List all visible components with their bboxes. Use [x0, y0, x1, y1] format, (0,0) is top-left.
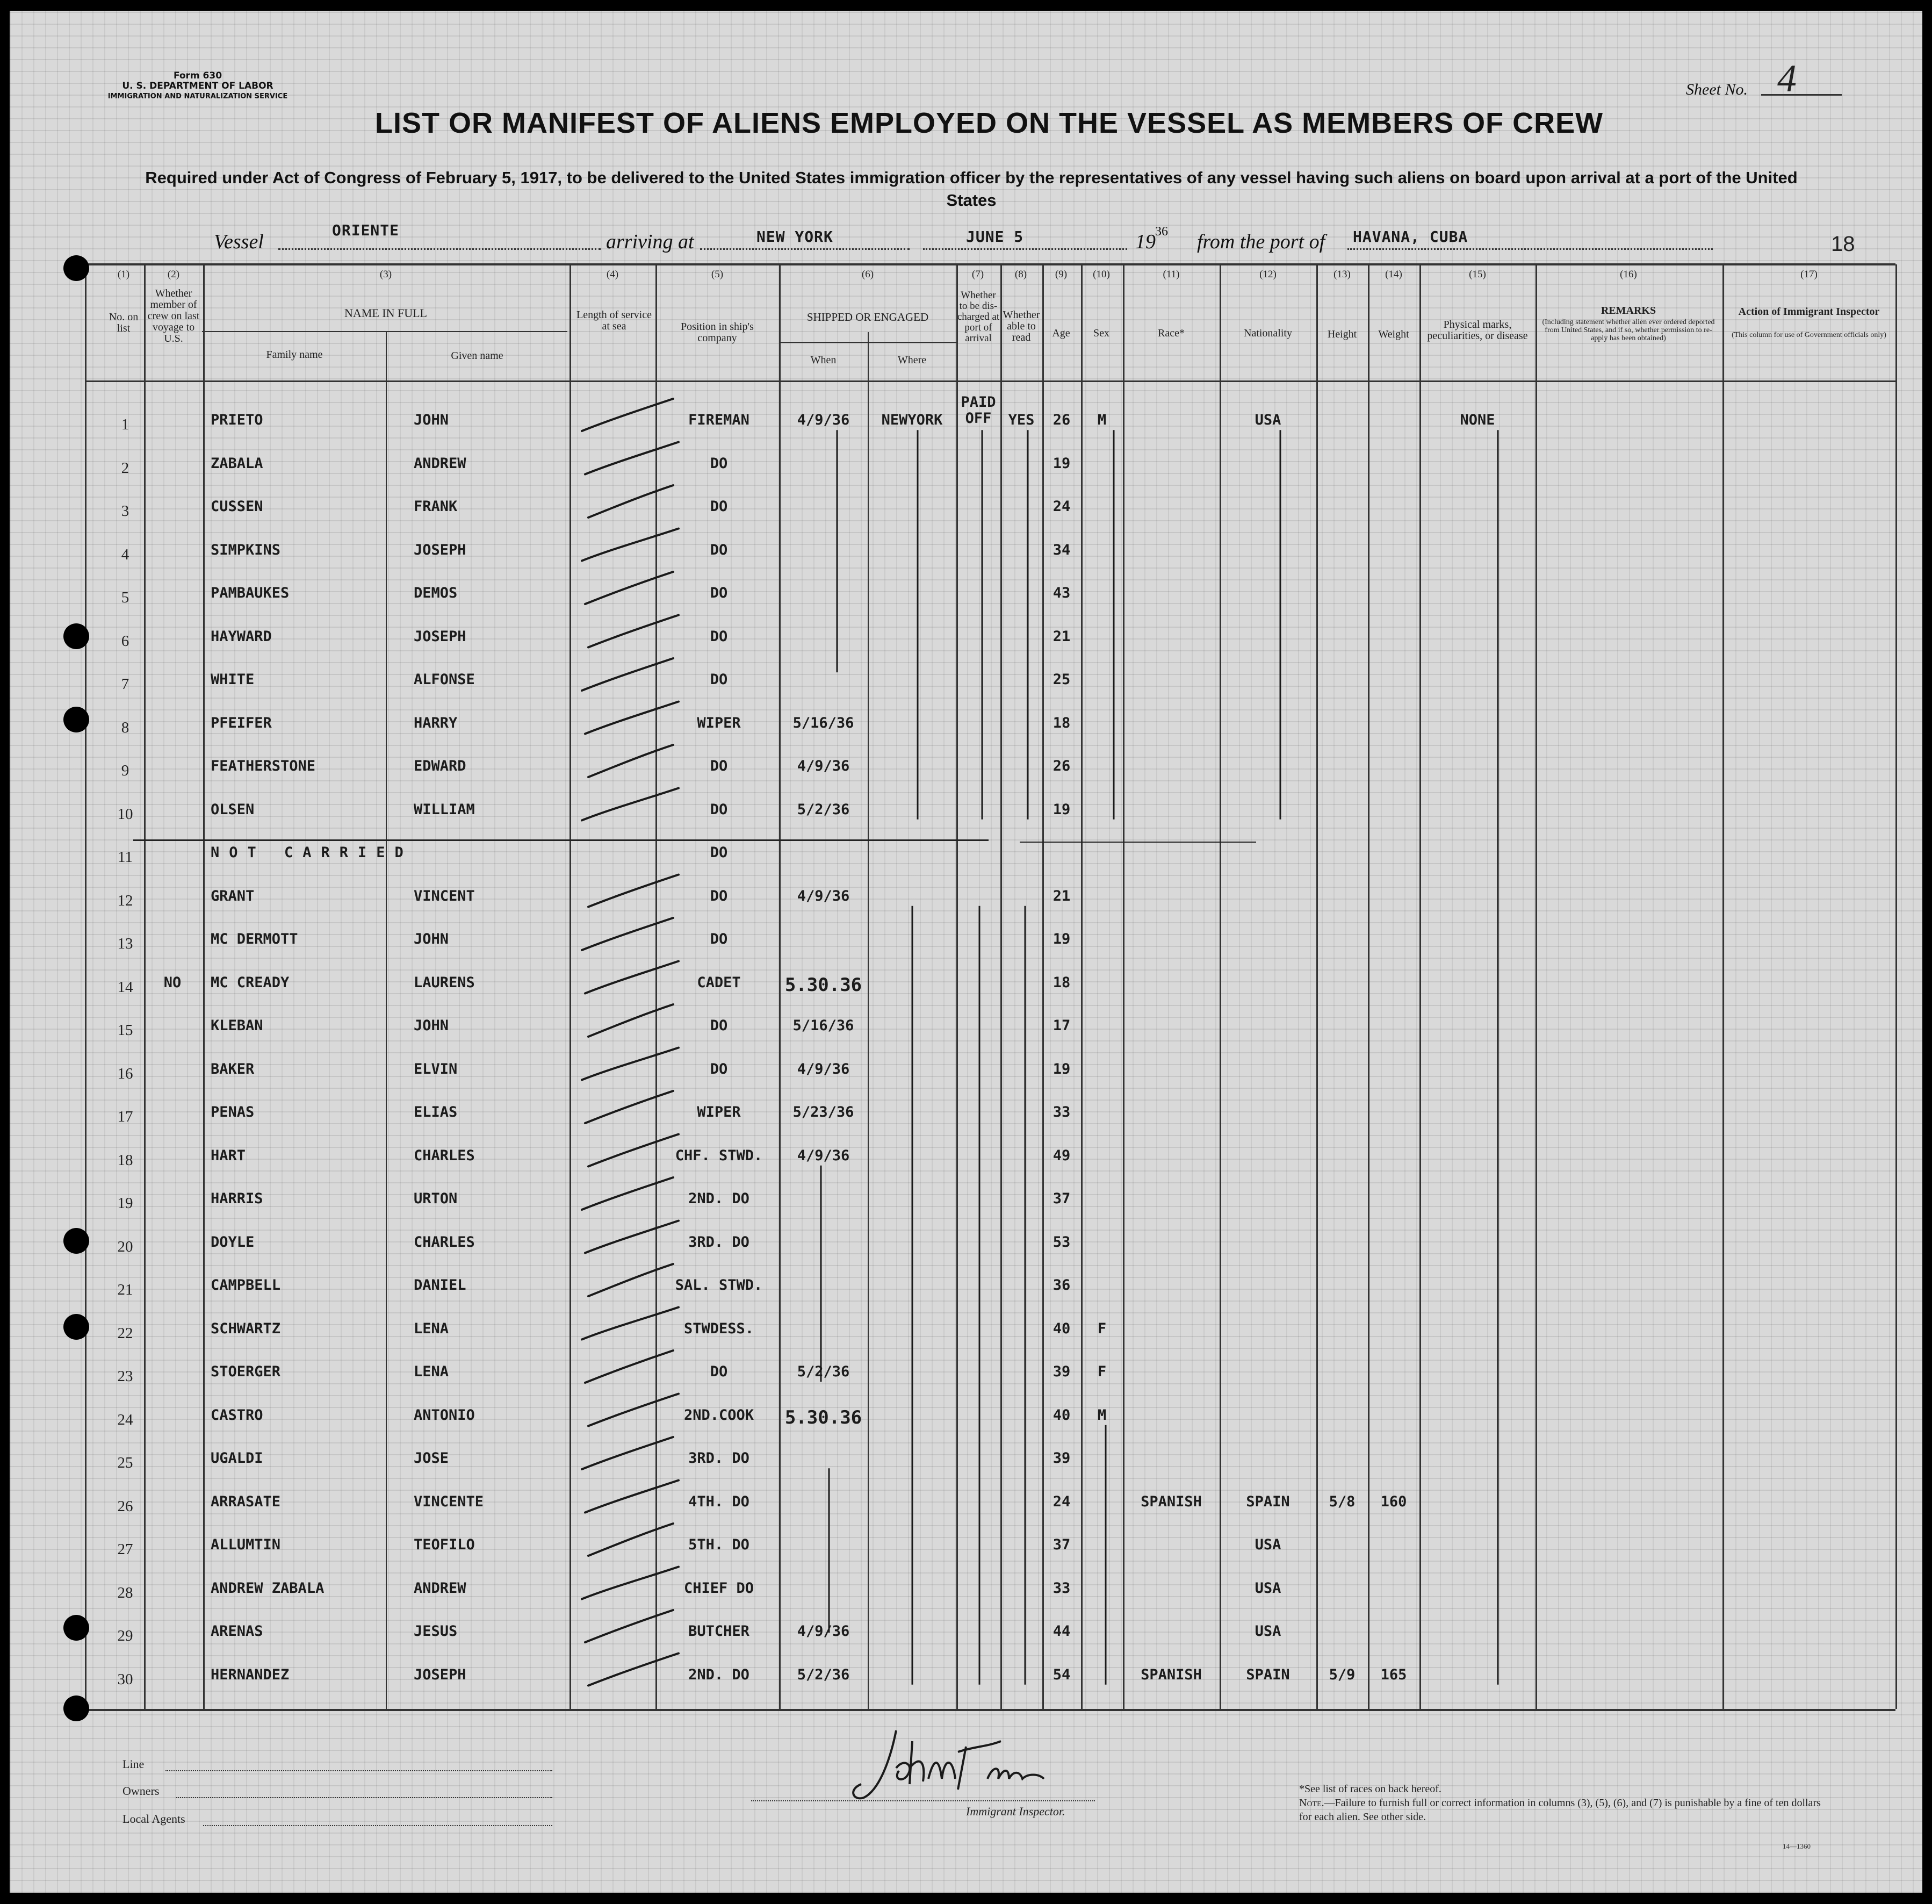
col-14-num: (14) — [1385, 269, 1402, 280]
cell-family: WHITE — [211, 671, 255, 688]
cell-age: 19 — [1052, 931, 1071, 947]
col-2-num: (2) — [167, 269, 180, 280]
cell-pos: DO — [710, 585, 728, 601]
column-rule — [1535, 264, 1537, 1709]
cell-sex: M — [1097, 412, 1107, 428]
col-12-num: (12) — [1259, 269, 1277, 280]
column-rule — [1000, 264, 1002, 1709]
cell-pos: DO — [710, 801, 728, 818]
cell-given: LAURENS — [414, 974, 475, 991]
col-4-label: Length of service at sea — [576, 309, 652, 332]
cell-given: EDWARD — [414, 758, 466, 774]
from-port: HAVANA, CUBA — [1353, 228, 1468, 246]
local-agents-fill — [203, 1825, 552, 1826]
cell-age: 34 — [1052, 541, 1071, 558]
cell-disch: PAID OFF — [961, 394, 996, 427]
col-15-num: (15) — [1469, 269, 1486, 280]
local-agents-label: Local Agents — [122, 1812, 185, 1826]
sheet-no-value: 4 — [1777, 57, 1797, 100]
binder-hole — [63, 1228, 89, 1254]
cell-pos: DO — [710, 541, 728, 558]
column-rule — [655, 264, 657, 1709]
row-number: 4 — [121, 545, 129, 563]
cell-wt: 165 — [1380, 1666, 1407, 1683]
cell-when: 5.30.36 — [784, 974, 862, 996]
col-3-label: NAME IN FULL — [344, 306, 427, 320]
row-number: 29 — [117, 1627, 133, 1644]
cell-marks: NONE — [1460, 412, 1495, 428]
cell-family: UGALDI — [211, 1450, 263, 1467]
form-subtitle: Required under Act of Congress of February 5, 1917, to be delivered to the United States immigration officer by the representatives of any vessel having such aliens on board upon arrival at a port of the United States — [145, 168, 1798, 210]
page-number: 18 — [1831, 232, 1855, 256]
cell-given: ANDREW — [414, 455, 466, 472]
column-rule — [1722, 264, 1724, 1709]
cell-pos: WIPER — [697, 714, 741, 731]
row-11-strike-right — [1020, 842, 1256, 843]
row-number: 11 — [118, 849, 133, 866]
col-3-num: (3) — [379, 269, 392, 280]
row-number: 10 — [117, 805, 133, 823]
cell-family: ARRASATE — [211, 1493, 281, 1510]
cell-age: 21 — [1052, 628, 1071, 645]
row-number: 19 — [117, 1195, 133, 1212]
row-number: 1 — [121, 416, 129, 433]
row-number: 7 — [121, 676, 129, 693]
cell-family: HERNANDEZ — [211, 1666, 290, 1683]
inspector-label: Immigrant Inspector. — [966, 1805, 1065, 1818]
cell-pos: DO — [710, 671, 728, 688]
note-text: —Failure to furnish full or correct information in columns (3), (5), (6), and (7) is punishable by a fine of ten dollars for each alien. See other side. — [1299, 1797, 1821, 1823]
cell-pos: 5TH. DO — [688, 1536, 749, 1553]
cell-age: 53 — [1052, 1233, 1071, 1251]
cell-family: PAMBAUKES — [211, 585, 290, 601]
cell-age: 25 — [1052, 671, 1071, 688]
row-number: 16 — [117, 1065, 133, 1082]
cell-given: WILLIAM — [414, 801, 475, 818]
cell-when: 4/9/36 — [797, 1623, 850, 1640]
cell-family: PRIETO — [211, 412, 263, 428]
column-rule — [1123, 264, 1124, 1709]
row-number: 26 — [117, 1497, 133, 1515]
cell-family: CASTRO — [211, 1406, 263, 1424]
cell-family: DOYLE — [211, 1233, 255, 1251]
cell-pos: 2ND. DO — [688, 1190, 749, 1207]
cell-family: BAKER — [211, 1060, 255, 1077]
col-2-label: Whether member of crew on last voyage to U.S. — [147, 288, 200, 344]
cell-given: LENA — [414, 1363, 449, 1380]
cell-given: CHARLES — [414, 1233, 475, 1251]
cell-age: 43 — [1052, 585, 1071, 601]
cell-pos: 2ND. DO — [688, 1666, 749, 1683]
cell-family: CAMPBELL — [211, 1277, 281, 1294]
cell-given: JOHN — [414, 1017, 449, 1034]
row-number: 24 — [117, 1411, 133, 1428]
col-8-label: Whether able to read — [1003, 309, 1040, 343]
header-bottom-rule — [85, 380, 1895, 382]
col-4-num: (4) — [606, 269, 619, 280]
col-13-num: (13) — [1333, 269, 1351, 280]
cell-sex: F — [1097, 1363, 1107, 1380]
cell-family: MC CREADY — [211, 974, 290, 991]
cell-family: HART — [211, 1147, 246, 1164]
cell-age: 54 — [1052, 1666, 1071, 1683]
cell-nat: USA — [1255, 1579, 1281, 1597]
cell-age: 19 — [1052, 455, 1071, 472]
cell-given: JOHN — [414, 412, 449, 428]
cell-family: SCHWARTZ — [211, 1320, 281, 1337]
cell-when: 4/9/36 — [797, 1060, 850, 1077]
cell-family: HARRIS — [211, 1190, 263, 1207]
cell-nat: SPAIN — [1246, 1493, 1290, 1510]
cell-family: STOERGER — [211, 1363, 281, 1380]
binder-hole — [63, 707, 89, 732]
cell-family: OLSEN — [211, 801, 255, 818]
vessel-label: Vessel — [214, 231, 264, 253]
cell-age: 18 — [1052, 974, 1071, 991]
cell-when: 4/9/36 — [797, 1147, 850, 1164]
cell-pos: WIPER — [697, 1104, 741, 1120]
col-17-label: Action of Immigrant Inspector — [1738, 306, 1880, 318]
owners-fill — [176, 1797, 552, 1798]
cell-race: SPANISH — [1141, 1493, 1202, 1510]
col-6-where: Where — [897, 354, 927, 366]
year-prefix: 19 — [1135, 231, 1156, 253]
row-number: 15 — [117, 1022, 133, 1039]
cell-pos: DO — [710, 628, 728, 645]
cell-pos: CADET — [697, 974, 741, 991]
row-number: 25 — [117, 1454, 133, 1471]
row-number: 21 — [117, 1281, 133, 1298]
cell-given: LENA — [414, 1320, 449, 1337]
cell-age: 44 — [1052, 1623, 1071, 1640]
cell-age: 39 — [1052, 1363, 1071, 1380]
row-number: 12 — [117, 892, 133, 909]
col-10-num: (10) — [1093, 269, 1110, 280]
cell-family: PENAS — [211, 1104, 255, 1120]
cell-pos: FIREMAN — [688, 412, 749, 428]
cell-age: 19 — [1052, 801, 1071, 818]
form-title: LIST OR MANIFEST OF ALIENS EMPLOYED ON THE VESSEL AS MEMBERS OF CREW — [375, 107, 1604, 139]
cell-family: CUSSEN — [211, 498, 263, 515]
vessel-name: ORIENTE — [332, 221, 400, 239]
cell-pos: SAL. STWD. — [675, 1277, 763, 1294]
cell-pos: DO — [710, 455, 728, 472]
col-13-label: Height — [1327, 328, 1357, 340]
cell-pos: DO — [710, 844, 728, 861]
cell-age: 39 — [1052, 1450, 1071, 1467]
cell-given: VINCENT — [414, 887, 475, 904]
row-number: 9 — [121, 762, 129, 779]
cell-given: URTON — [414, 1190, 458, 1207]
year-suffix: 36 — [1155, 225, 1168, 239]
cell-given: ANTONIO — [414, 1406, 475, 1424]
col-16-sub: (Including statement whether alien ever ordered deported from United States, and if so, whether permission to re-apply has been obtained) — [1542, 318, 1715, 342]
row-number: 30 — [117, 1670, 133, 1688]
col-9-label: Age — [1052, 327, 1070, 339]
cell-given: CHARLES — [414, 1147, 475, 1164]
binder-hole — [63, 623, 89, 649]
cell-family: KLEBAN — [211, 1017, 263, 1034]
cell-pos: DO — [710, 1060, 728, 1077]
col-1-label: No. on list — [109, 311, 139, 334]
cell-age: 40 — [1052, 1406, 1071, 1424]
cell-nat: SPAIN — [1246, 1666, 1290, 1683]
department-name: U. S. DEPARTMENT OF LABOR — [122, 81, 273, 91]
cell-age: 33 — [1052, 1579, 1071, 1597]
cell-ht: 5/8 — [1329, 1493, 1356, 1510]
cell-family: HAYWARD — [211, 628, 272, 645]
cell-family: ARENAS — [211, 1623, 263, 1640]
cell-given: HARRY — [414, 714, 458, 731]
cell-wt: 160 — [1380, 1493, 1407, 1510]
cell-family: NOT CARRIED — [211, 844, 413, 861]
cell-sex: F — [1097, 1320, 1107, 1337]
cell-pos: 2ND.COOK — [683, 1406, 754, 1424]
cell-pos: DO — [710, 887, 728, 904]
col-6-label: SHIPPED OR ENGAGED — [806, 311, 929, 324]
cell-given: JOHN — [414, 931, 449, 947]
cell-pos: BUTCHER — [688, 1623, 749, 1640]
cell-when: 5/23/36 — [792, 1104, 854, 1120]
cell-pos: 4TH. DO — [688, 1493, 749, 1510]
row-number: 3 — [121, 502, 129, 520]
cell-age: 49 — [1052, 1147, 1071, 1164]
row-number: 20 — [117, 1238, 133, 1255]
penalty-note — [1299, 1796, 1826, 1824]
cell-pos: DO — [710, 1017, 728, 1034]
col-5-label: Position in ship's company — [681, 321, 754, 344]
cell-pos: CHF. STWD. — [675, 1147, 763, 1164]
col-5-num: (5) — [711, 269, 724, 280]
cell-when: 5/2/36 — [797, 1363, 850, 1380]
manifest-sheet — [10, 11, 1922, 1893]
cell-given: JOSE — [414, 1450, 449, 1467]
row-number: 27 — [117, 1541, 133, 1558]
cell-given: ELIAS — [414, 1104, 458, 1120]
cell-age: 21 — [1052, 887, 1071, 904]
cell-nat: USA — [1255, 1536, 1281, 1553]
row-number: 14 — [117, 978, 133, 996]
cell-nat: USA — [1255, 1623, 1281, 1640]
cell-when: 5/16/36 — [792, 714, 854, 731]
cell-age: 17 — [1052, 1017, 1071, 1034]
cell-when: 5.30.36 — [784, 1406, 862, 1428]
cell-given: TEOFILO — [414, 1536, 475, 1553]
column-rule — [1419, 264, 1421, 1709]
cell-nat: USA — [1255, 412, 1281, 428]
column-rule — [956, 264, 958, 1709]
race-note: *See list of races on back hereof. — [1299, 1783, 1441, 1795]
row-number: 8 — [121, 719, 129, 736]
cell-pos: 3RD. DO — [688, 1233, 749, 1251]
line-label: Line — [122, 1757, 145, 1771]
cell-pos: 3RD. DO — [688, 1450, 749, 1467]
col-15-label: Physical marks, peculiarities, or disease — [1427, 319, 1528, 342]
row-number: 22 — [117, 1324, 133, 1342]
cell-pos: STWDESS. — [683, 1320, 754, 1337]
cell-given: DANIEL — [414, 1277, 466, 1294]
cell-sex: M — [1097, 1406, 1107, 1424]
col-7-num: (7) — [971, 269, 984, 280]
col-12-label: Nationality — [1244, 327, 1292, 339]
col-11-label: Race* — [1158, 327, 1185, 339]
cell-given: JOSEPH — [414, 541, 466, 558]
cell-where: NEWYORK — [881, 412, 943, 428]
cell-family: MC DERMOTT — [211, 931, 298, 947]
cell-pos: DO — [710, 931, 728, 947]
row-number: 5 — [121, 589, 129, 606]
cell-given: ELVIN — [414, 1060, 458, 1077]
col-8-num: (8) — [1014, 269, 1027, 280]
arriving-port: NEW YORK — [756, 228, 833, 246]
col-9-num: (9) — [1055, 269, 1068, 280]
col-10-label: Sex — [1093, 327, 1109, 339]
cell-family: PFEIFER — [211, 714, 272, 731]
col-17-num: (17) — [1800, 269, 1818, 280]
cell-pos: DO — [710, 498, 728, 515]
row-number: 23 — [117, 1368, 133, 1385]
cell-when: 5/2/36 — [797, 801, 850, 818]
cell-family: GRANT — [211, 887, 255, 904]
column-rule — [85, 264, 86, 1709]
cell-pos: DO — [710, 1363, 728, 1380]
form-header — [96, 71, 300, 102]
cell-when: 4/9/36 — [797, 887, 850, 904]
table-top-rule — [85, 263, 1895, 265]
sheet-no-label: Sheet No. — [1686, 81, 1748, 98]
cell-read: YES — [1008, 412, 1035, 428]
row-number: 2 — [121, 459, 129, 477]
row-number: 17 — [117, 1108, 133, 1125]
cell-age: 40 — [1052, 1320, 1071, 1337]
binder-hole — [63, 255, 89, 281]
cell-age: 24 — [1052, 498, 1071, 515]
service-name: IMMIGRATION AND NATURALIZATION SERVICE — [107, 92, 288, 100]
col-11-num: (11) — [1163, 269, 1180, 280]
cell-given: VINCENTE — [414, 1493, 484, 1510]
cell-given: ANDREW — [414, 1579, 466, 1597]
column-rule — [1895, 264, 1897, 1709]
cell-family: ANDREW ZABALA — [211, 1579, 325, 1597]
column-rule — [203, 264, 205, 1709]
column-rule — [868, 332, 869, 1709]
note-lead: Note. — [1299, 1797, 1324, 1809]
col-3-given: Given name — [451, 350, 503, 362]
date-fill-line — [923, 247, 1127, 250]
from-port-fill-line — [1347, 247, 1713, 250]
name-subheader-rule — [202, 331, 567, 332]
cell-family: FEATHERSTONE — [211, 758, 316, 774]
cell-age: 19 — [1052, 1060, 1071, 1077]
sheet-no-field — [1761, 57, 1842, 100]
cell-family: SIMPKINS — [211, 541, 281, 558]
cell-age: 26 — [1052, 758, 1071, 774]
arriving-fill-line — [700, 247, 910, 250]
cell-prev: NO — [163, 974, 182, 991]
cell-given: JESUS — [414, 1623, 458, 1640]
column-rule — [1081, 264, 1083, 1709]
arrival-date: JUNE 5 — [966, 228, 1024, 246]
col-1-num: (1) — [117, 269, 130, 280]
row-number: 13 — [117, 935, 133, 952]
binder-hole — [63, 1314, 89, 1340]
owners-label: Owners — [122, 1784, 160, 1798]
cell-age: 24 — [1052, 1493, 1071, 1510]
cell-ht: 5/9 — [1329, 1666, 1356, 1683]
cell-age: 18 — [1052, 714, 1071, 731]
cell-age: 33 — [1052, 1104, 1071, 1120]
print-code: 14—1360 — [1783, 1842, 1811, 1850]
cell-age: 37 — [1052, 1536, 1071, 1553]
cell-given: FRANK — [414, 498, 458, 515]
column-rule — [1368, 264, 1369, 1709]
cell-given: JOSEPH — [414, 628, 466, 645]
cell-race: SPANISH — [1141, 1666, 1202, 1683]
cell-family: ZABALA — [211, 455, 263, 472]
row-number: 18 — [117, 1151, 133, 1169]
col-16-label: REMARKS — [1601, 305, 1656, 317]
col-16-num: (16) — [1620, 269, 1637, 280]
cell-when: 5/2/36 — [797, 1666, 850, 1683]
cell-given: DEMOS — [414, 585, 458, 601]
vessel-fill-line — [278, 247, 601, 250]
cell-when: 5/16/36 — [792, 1017, 854, 1034]
col-7-label: Whether to be dis- charged at port of arrival — [957, 290, 1000, 344]
cell-given: JOSEPH — [414, 1666, 466, 1683]
col-14-label: Weight — [1378, 328, 1409, 340]
col-17-sub: (This column for use of Government officials only) — [1732, 331, 1886, 339]
column-rule — [1220, 264, 1221, 1709]
from-port-label: from the port of — [1197, 231, 1325, 253]
line-fill — [165, 1770, 552, 1771]
arriving-label: arriving at — [606, 231, 694, 253]
binder-hole — [63, 1615, 89, 1641]
cell-when: 4/9/36 — [797, 412, 850, 428]
cell-age: 26 — [1052, 412, 1071, 428]
form-number: Form 630 — [173, 70, 222, 81]
binder-hole — [63, 1695, 89, 1721]
cell-when: 4/9/36 — [797, 758, 850, 774]
row-number: 28 — [117, 1584, 133, 1601]
row-number: 6 — [121, 632, 129, 650]
cell-pos: CHIEF DO — [683, 1579, 754, 1597]
cell-age: 37 — [1052, 1190, 1071, 1207]
row-11-strike — [133, 839, 989, 841]
cell-pos: DO — [710, 758, 728, 774]
cell-family: ALLUMTIN — [211, 1536, 281, 1553]
cell-given: ALFONSE — [414, 671, 475, 688]
inspector-sign-line — [751, 1800, 1095, 1801]
cell-age: 36 — [1052, 1277, 1071, 1294]
col-6-num: (6) — [861, 269, 874, 280]
col-6-when: When — [810, 354, 837, 366]
column-rule — [1316, 264, 1318, 1709]
col-3-family: Family name — [266, 349, 323, 361]
